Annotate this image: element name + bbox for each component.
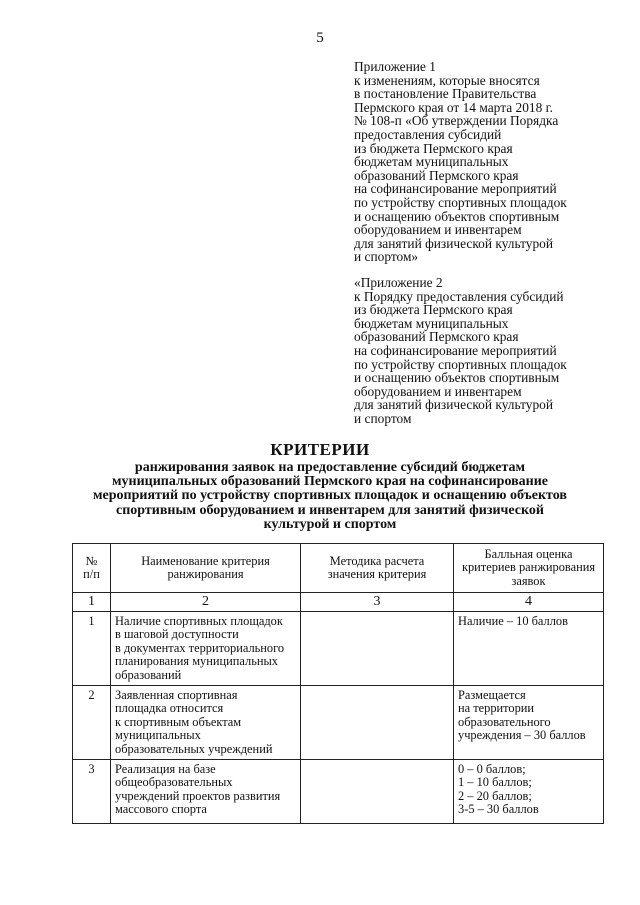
text-line: № 108-п «Об утверждении Порядка bbox=[354, 113, 559, 129]
text-line: на территории bbox=[458, 701, 535, 716]
text-line: мероприятий по устройству спортивных площадок и оснащению объектов bbox=[93, 488, 567, 504]
text-line: 1 – 10 баллов; bbox=[458, 775, 532, 790]
table-row bbox=[73, 686, 604, 760]
header-method bbox=[301, 544, 454, 593]
text-line: Балльная оценка bbox=[484, 546, 573, 561]
appendix-1-header bbox=[354, 60, 624, 264]
criteria-table bbox=[72, 543, 604, 824]
text-line: к Порядку предоставления субсидий bbox=[354, 288, 564, 304]
text-line: учреждения – 30 баллов bbox=[458, 728, 586, 743]
text-line: планирования муниципальных bbox=[115, 654, 278, 669]
text-line: Заявленная спортивная bbox=[115, 688, 238, 703]
text-line: предоставления субсидий bbox=[354, 126, 502, 142]
text-line: значения критерия bbox=[327, 567, 427, 581]
text-line: Наличие спортивных площадок bbox=[115, 614, 283, 628]
text-line: заявок bbox=[511, 573, 546, 588]
criterion-method bbox=[301, 686, 454, 760]
text-line: муниципальных bbox=[115, 728, 201, 743]
page-number: 5 bbox=[316, 30, 324, 46]
text-line: и оснащению объектов спортивным bbox=[354, 370, 560, 386]
text-line: образований Пермского края bbox=[354, 329, 519, 345]
text-line: ранжирования заявок на предоставление субсидий бюджетам bbox=[134, 460, 526, 475]
row-number: 1 bbox=[73, 612, 111, 686]
text-line: в документах территориального bbox=[115, 640, 285, 655]
criterion-name bbox=[111, 612, 301, 686]
text-line: Реализация на базе bbox=[115, 762, 216, 777]
row-number: 2 bbox=[73, 686, 111, 760]
text-line: спортивным оборудованием и инвентарем для занятий физической bbox=[116, 502, 544, 518]
text-line: № bbox=[85, 553, 98, 568]
header-criterion-name bbox=[111, 544, 301, 593]
header-number bbox=[73, 544, 111, 593]
criterion-name bbox=[111, 760, 301, 824]
text-line: для занятий физической культурой bbox=[354, 235, 554, 251]
text-line: Приложение 1 bbox=[354, 59, 436, 74]
text-line: по устройству спортивных площадок bbox=[354, 356, 567, 372]
text-line: образований Пермского края bbox=[354, 167, 519, 183]
text-line: и спортом» bbox=[354, 249, 419, 265]
criterion-method bbox=[301, 760, 454, 824]
text-line: оборудованием и инвентарем bbox=[354, 383, 522, 399]
table-header-row bbox=[73, 544, 604, 593]
column-number: 2 bbox=[111, 593, 301, 612]
text-line: для занятий физической культурой bbox=[354, 397, 554, 413]
text-line: Наименование критерия bbox=[141, 553, 270, 568]
criterion-method bbox=[301, 612, 454, 686]
appendix-2-header bbox=[354, 276, 624, 426]
text-line: из бюджета Пермского края bbox=[354, 140, 513, 156]
text-line: к спортивным объектам bbox=[115, 714, 242, 729]
criterion-score bbox=[454, 760, 604, 824]
text-line: образовательных учреждений bbox=[115, 741, 273, 756]
text-line: по устройству спортивных площадок bbox=[354, 194, 567, 210]
text-line: Размещается bbox=[458, 688, 526, 703]
table-row bbox=[73, 760, 604, 824]
text-line: массового спорта bbox=[115, 802, 207, 817]
text-line: на софинансирование мероприятий bbox=[354, 342, 557, 358]
table-row bbox=[73, 612, 604, 686]
text-line: на софинансирование мероприятий bbox=[354, 181, 557, 197]
text-line: образовательного bbox=[458, 714, 551, 729]
text-line: в шаговой доступности bbox=[115, 627, 239, 642]
text-line: к изменениям, которые вносятся bbox=[354, 72, 540, 88]
text-line: и оснащению объектов спортивным bbox=[354, 208, 560, 224]
criterion-score bbox=[454, 612, 604, 686]
text-line: общеобразовательных bbox=[115, 775, 233, 790]
criterion-name bbox=[111, 686, 301, 760]
document-title: КРИТЕРИИ bbox=[270, 440, 370, 459]
text-line: культурой и спортом bbox=[263, 516, 397, 532]
text-line: бюджетам муниципальных bbox=[354, 154, 509, 170]
text-line: «Приложение 2 bbox=[354, 275, 443, 290]
criterion-score bbox=[454, 686, 604, 760]
document-subtitle bbox=[60, 461, 600, 532]
text-line: муниципальных образований Пермского края на софинансирование bbox=[111, 474, 549, 490]
text-line: из бюджета Пермского края bbox=[354, 302, 513, 318]
header-score bbox=[454, 544, 604, 593]
text-line: ранжирования bbox=[167, 567, 244, 581]
text-line: Пермского края от 14 марта 2018 г. bbox=[354, 99, 553, 115]
column-number: 4 bbox=[454, 593, 604, 612]
text-line: образований bbox=[115, 667, 182, 682]
text-line: оборудованием и инвентарем bbox=[354, 222, 522, 238]
text-line: учреждений проектов развития bbox=[115, 788, 281, 803]
text-line: 0 – 0 баллов; bbox=[458, 762, 526, 777]
text-line: и спортом bbox=[354, 410, 412, 426]
text-line: 3-5 – 30 баллов bbox=[458, 802, 539, 817]
text-line: 2 – 20 баллов; bbox=[458, 788, 532, 803]
text-line: площадка относится bbox=[115, 701, 224, 716]
text-line: Наличие – 10 баллов bbox=[458, 614, 568, 628]
column-number-row bbox=[73, 593, 604, 612]
text-line: критериев ранжирования bbox=[461, 560, 596, 575]
text-line: п/п bbox=[83, 567, 100, 581]
text-line: в постановление Правительства bbox=[354, 86, 537, 102]
text-line: Методика расчета bbox=[329, 553, 425, 568]
column-number: 3 bbox=[301, 593, 454, 612]
text-line: бюджетам муниципальных bbox=[354, 315, 509, 331]
column-number: 1 bbox=[73, 593, 111, 612]
row-number: 3 bbox=[73, 760, 111, 824]
